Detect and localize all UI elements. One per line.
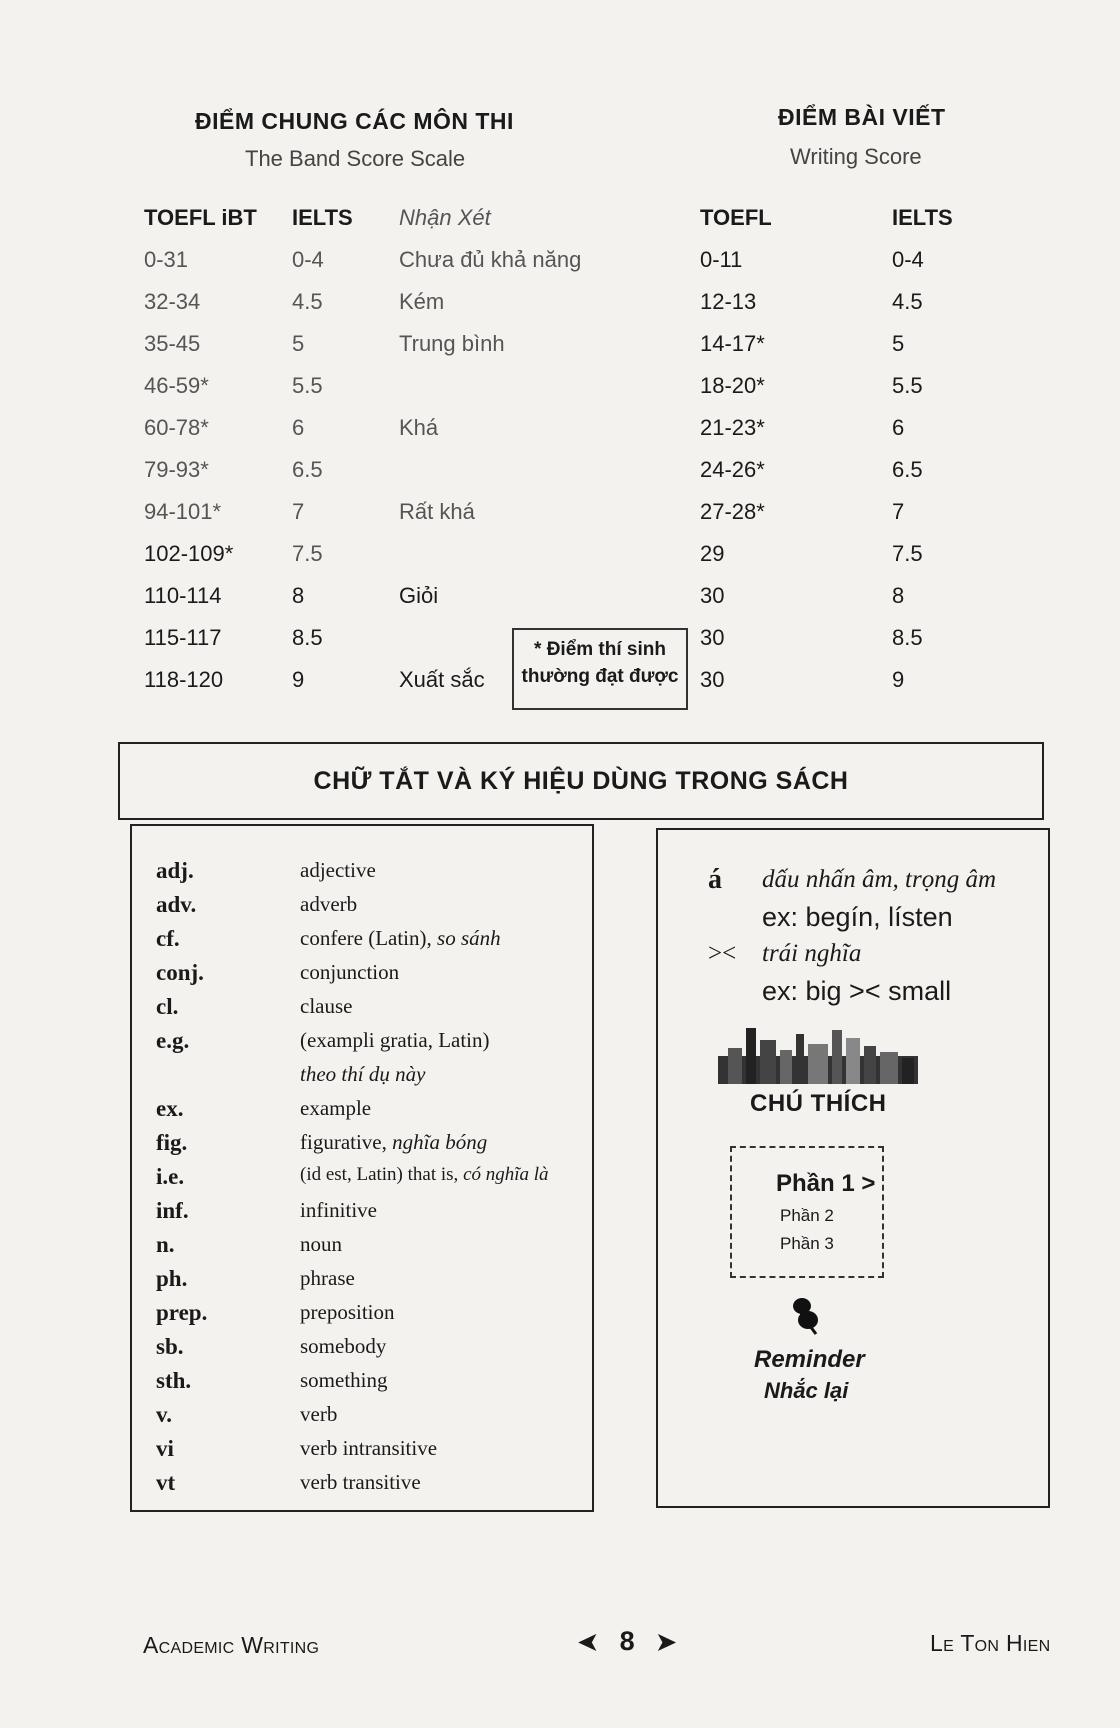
reminder-vi-label: Nhắc lại [764,1378,849,1403]
abbr-key: sth. [156,1368,192,1393]
footnote-line-1: * Điểm thí sinh [534,639,666,660]
table-row [144,457,944,499]
stress-example: ex: begín, lísten [762,902,953,932]
abbr-meaning: clause [300,994,353,1018]
footnote-line-2: thường đạt được [521,666,679,687]
note-cell: Trung bình [399,331,505,356]
toefl-ibt-cell: 118-120 [144,667,224,692]
list-item [156,1436,576,1470]
ielts-cell: 6.5 [292,457,323,482]
abbreviations-heading [118,742,1044,820]
list-item-continuation [156,1062,576,1096]
abbr-meaning-vi: theo thí dụ này [300,1062,426,1086]
antonym-symbol: >< [708,940,737,967]
list-item [156,1130,576,1164]
writing-toefl-cell: 30 [700,583,725,608]
note-cell: Khá [399,415,439,440]
stress-description: dấu nhấn âm, trọng âm [762,866,997,893]
list-item [156,1028,576,1062]
prev-arrow-icon: ➤ [578,1629,599,1656]
toefl-ibt-cell: 79-93* [144,457,209,482]
abbr-meaning [300,1164,549,1186]
writing-ielts-cell: 6 [892,415,905,440]
abbr-meaning-vi: có nghĩa là [463,1164,549,1185]
table-row [144,499,944,541]
ielts-cell: 7 [292,499,305,524]
abbr-key: ph. [156,1266,188,1291]
writing-toefl-cell: 18-20* [700,373,765,398]
list-item [156,1164,576,1198]
ielts-cell: 8.5 [292,625,323,650]
writing-toefl-cell: 29 [700,541,725,566]
list-item [156,994,576,1028]
abbr-meaning: verb intransitive [300,1436,438,1460]
band-score-subtitle: The Band Score Scale [245,146,466,171]
abbr-meaning: conjunction [300,960,400,984]
abbr-key: e.g. [156,1028,190,1053]
abbr-meaning: infinitive [300,1198,377,1222]
toefl-ibt-cell: 32-34 [144,289,201,314]
header-writing-ielts: IELTS [892,205,953,230]
abbr-meaning: noun [300,1232,342,1256]
writing-toefl-cell: 30 [700,625,725,650]
antonym-description: trái nghĩa [762,940,862,967]
abbr-key: vi [156,1436,174,1461]
pushpin-icon [788,1296,824,1336]
next-arrow-icon: ➤ [656,1629,677,1656]
writing-ielts-cell: 7.5 [892,541,923,566]
writing-ielts-cell: 6.5 [892,457,923,482]
abbr-key: v. [156,1402,172,1427]
list-item [156,960,576,994]
writing-toefl-cell: 14-17* [700,331,765,356]
header-toefl-ibt: TOEFL iBT [144,205,257,230]
note-cell: Kém [399,289,445,314]
page-number-nav [578,1626,676,1657]
writing-toefl-cell: 0-11 [700,247,743,272]
abbr-meaning [300,1130,487,1155]
list-item [156,1198,576,1232]
ielts-cell: 4.5 [292,289,323,314]
abbr-meaning: example [300,1096,372,1120]
list-item [156,1232,576,1266]
list-item [156,1368,576,1402]
symbols-panel [656,828,1050,1508]
writing-toefl-cell: 24-26* [700,457,765,482]
toefl-ibt-cell: 102-109* [144,541,234,566]
toefl-ibt-cell: 0-31 [144,247,189,272]
footer-book-title: Academic Writing [143,1632,320,1658]
list-item [156,1096,576,1130]
abbr-key: n. [156,1232,175,1257]
list-item [156,892,576,926]
table-row [144,541,944,583]
abbr-key: cf. [156,926,180,951]
ielts-cell: 6 [292,415,305,440]
abbr-key: adv. [156,892,197,917]
writing-ielts-cell: 5.5 [892,373,923,398]
writing-toefl-cell: 27-28* [700,499,765,524]
header-ielts: IELTS [292,205,353,230]
abbr-key: cl. [156,994,179,1019]
abbr-meaning: adverb [300,892,358,916]
toefl-ibt-cell: 46-59* [144,373,209,398]
table-row [144,289,944,331]
abbr-key: sb. [156,1334,184,1359]
ielts-cell: 8 [292,583,305,608]
ielts-cell: 5 [292,331,305,356]
abbreviations-list [130,824,594,1512]
writing-ielts-cell: 7 [892,499,905,524]
toefl-ibt-cell: 115-117 [144,625,222,650]
table-row [144,373,944,415]
ielts-cell: 7.5 [292,541,323,566]
abbr-meaning: something [300,1368,388,1392]
writing-ielts-cell: 4.5 [892,289,923,314]
parts-legend [730,1146,884,1278]
footer-author: Le Ton Hien [930,1630,1051,1656]
stress-symbol: á [708,864,722,895]
part-3-label: Phần 3 [780,1234,834,1253]
writing-ielts-cell: 5 [892,331,905,356]
note-cell: Giỏi [399,583,439,608]
part-1-label: Phần 1 > [776,1170,876,1197]
footnote-box [512,628,688,710]
city-skyline-icon [718,1020,918,1084]
writing-score-subtitle: Writing Score [790,144,922,169]
abbr-key: adj. [156,858,194,883]
writing-toefl-cell: 21-23* [700,415,765,440]
abbr-key: vt [156,1470,176,1495]
abbr-meaning-vi: so sánh [437,926,501,950]
list-item [156,1470,576,1504]
list-item [156,1266,576,1300]
list-item [156,858,576,892]
score-table-header [144,205,953,247]
writing-score-title: ĐIỂM BÀI VIẾT [778,104,946,130]
ielts-cell: 5.5 [292,373,323,398]
abbr-key: i.e. [156,1164,185,1189]
toefl-ibt-cell: 35-45 [144,331,201,356]
abbr-meaning [300,926,501,951]
abbr-key: ex. [156,1096,184,1121]
list-item [156,1402,576,1436]
list-item [156,926,576,960]
abbr-meaning: preposition [300,1300,395,1324]
toefl-ibt-cell: 94-101* [144,499,222,524]
abbr-key: conj. [156,960,204,985]
note-cell: Xuất sắc [399,667,485,692]
antonym-example: ex: big >< small [762,976,952,1006]
writing-ielts-cell: 8.5 [892,625,923,650]
abbr-meaning: verb transitive [300,1470,421,1494]
abbr-key: prep. [156,1300,208,1325]
table-row [144,331,944,373]
header-writing-toefl: TOEFL [700,205,772,230]
list-item [156,1334,576,1368]
note-cell: Rất khá [399,499,475,524]
abbr-key: fig. [156,1130,188,1155]
list-item [156,1300,576,1334]
legend-title: CHÚ THÍCH [750,1090,887,1117]
writing-ielts-cell: 9 [892,667,905,692]
table-row [144,247,944,289]
ielts-cell: 0-4 [292,247,324,272]
abbr-meaning: (exampli gratia, Latin) [300,1028,490,1052]
abbr-meaning-en: (id est, Latin) that is, [300,1164,464,1185]
part-2-label: Phần 2 [780,1206,834,1225]
header-note: Nhận Xét [399,205,491,230]
abbr-key: inf. [156,1198,189,1223]
writing-ielts-cell: 0-4 [892,247,924,272]
abbr-meaning-en: confere (Latin), [300,926,438,950]
page-number: 8 [619,1626,635,1656]
reminder-label: Reminder [754,1346,865,1373]
abbr-meaning: verb [300,1402,338,1426]
writing-toefl-cell: 12-13 [700,289,757,314]
abbr-meaning: somebody [300,1334,387,1358]
abbr-meaning: adjective [300,858,376,882]
writing-toefl-cell: 30 [700,667,725,692]
band-score-title: ĐIỂM CHUNG CÁC MÔN THI [195,108,514,134]
abbr-meaning: phrase [300,1266,355,1290]
writing-ielts-cell: 8 [892,583,905,608]
table-row [144,583,944,625]
toefl-ibt-cell: 110-114 [144,583,222,608]
toefl-ibt-cell: 60-78* [144,415,209,440]
ielts-cell: 9 [292,667,305,692]
table-row [144,415,944,457]
abbreviations-heading-text: CHỮ TẮT VÀ KÝ HIỆU DÙNG TRONG SÁCH [313,766,849,795]
abbr-meaning-en: figurative, [300,1130,393,1154]
note-cell: Chưa đủ khả năng [399,247,582,272]
abbr-meaning-vi: nghĩa bóng [392,1130,488,1154]
